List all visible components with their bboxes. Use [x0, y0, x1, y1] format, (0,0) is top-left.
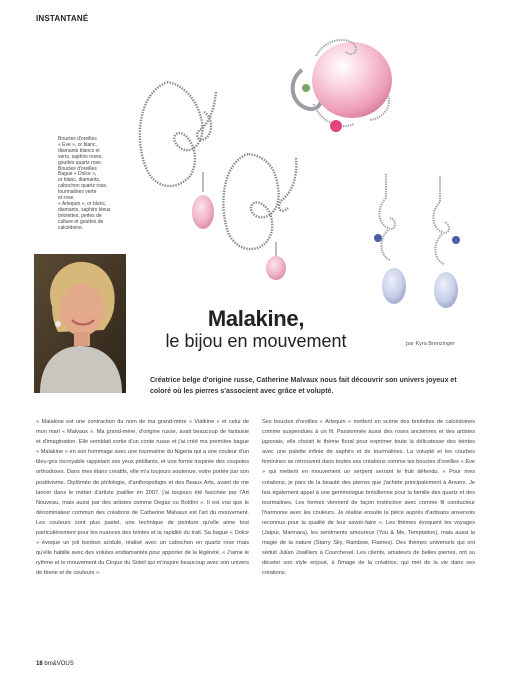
arlequin-right-sapphire — [452, 236, 460, 244]
caption-line: diamants blancs et — [58, 147, 100, 154]
arlequin-left — [379, 174, 395, 260]
title-line-1: Malakine, — [207, 306, 305, 331]
caption-line: or blanc, diamants, — [58, 177, 101, 184]
body-text-right: Ses boucles d'oreilles « Arlequin » mettent en scène des briolettes de calcédoines comme suspendues à un fil. Passionnée aussi des roses anciennes et des artistes japonais, elle choisit le thème floral pour exprimer toute la délicatesse des teintes avec une palette infinie de saphirs et de tourmalines. La volupté et les courbes féminines se retrouvent dans toutes ses créations comme les boucles d'oreilles « Eve » qui mettent en mouvement un serpent serrant le fruit défendu. « Pour mes créations, je pars de la beauté des pierres que j'achète principalement à Anvers. Je fais également appel à une gemmologue brésilienne pour la famille des quartz et des tourmalines. Les formes viennent de façon instinctive avec comme fil conducteur l'harmonie avec les couleurs. Je réalise ensuite la pièce auprès d'artisans anversois reconnus pour la qualité de leur savoir-faire ». Les thèmes évoquent les voyages (Jaipur, Marmara), les sentiments amoureux (You & Me, Temptation), mais aussi la magie de la nature (Starry Sky, Rainbow, Flames). Des thèmes universels qui ont séduit Julian Joailliers à Courchevel. Les clients, amateurs de belles pierres, ont su déceler son style enjoué, à l'image de la créatrice, qui met de la vie dans ses créations. — [262, 419, 475, 577]
arlequin-earrings-image — [364, 168, 474, 318]
caption-line: tourmalines verte — [58, 189, 97, 196]
byline: par Kyra Brenzinger — [406, 341, 455, 347]
designer-portrait — [34, 254, 126, 393]
caption-line: culture et gouttes de — [58, 218, 104, 225]
left-hoop — [140, 82, 216, 186]
magazine-name: bm&VOUS — [44, 661, 74, 667]
caption-line: et rose. — [58, 195, 75, 202]
caption-line: calcédoine. — [58, 224, 84, 231]
caption-line: verts, saphirs roses, — [58, 153, 103, 160]
right-hoop — [223, 154, 296, 249]
caption-line: Boucles d'oreilles — [58, 165, 97, 172]
dolce-ring-image — [284, 30, 402, 140]
body-text-left: « Malakine est une contraction du nom de ma grand-mère « Viatkine » et celui de mon mari « Malvaux ». Ma grand-mère, d'origine russe, avait beaucoup de fantaisie et d'imagination. Elle semblait sortie d'un conte russe et j'ai créé ma première bague « Malakine » en son hommage avec une tourmaline du Nigeria qui a une couleur d'un bleu-gris incroyable rappelant ses yeux pétillants, et une forme inspirée des coupoles orthodoxes. Dans mes élans créatifs, elle m'a toujours soutenue, votre portée par son positivisme. Diplômée de philologie, d'anthropologie et des Beaux Arts, avant de me lancer dans le métier d'artiste joaillier en 2007, j'ai toujours été fascinée par l'Art Nouveau, mais aussi par des artistes comme Degas ou Boldini ». Il est vrai que le dénominateur commun des créations de Catherine Malvaux est l'art du mouvement. Les couleurs sont plus pastel, une technique de peinture qu'elle aime tout particulièrement pour les nuances des teintes et la rapidité du trait. Sa bague « Dolce » évoque un joli bonbon acidulé, réalisé avec un cabochon en quartz rose mais qu'elle habille avec des volutes endiamantés pour apporter de la légèreté. « J'aime le rythme et le mouvement du Cirque du Soleil qui m'inspire beaucoup avec son univers de féerie et de couleurs ». — [36, 419, 249, 577]
jewelry-caption — [58, 137, 130, 232]
page-number: 18 — [36, 661, 43, 667]
caption-line: briolettes, perles de — [58, 212, 102, 219]
left-pink-drop — [192, 195, 214, 229]
caption-line: Bague « Dolce », — [58, 171, 97, 178]
portrait-earring — [55, 321, 61, 327]
ring-green-tourmaline — [302, 84, 310, 92]
ring-cabochon — [312, 42, 392, 118]
intro-paragraph: Créatrice belge d'origine russe, Catherine Malvaux nous fait découvrir son univers joyeux et coloré où les pierres s'associent avec grâce et volupté. — [150, 377, 457, 395]
body-column-left — [36, 417, 249, 579]
arlequin-right-drop — [434, 272, 458, 308]
caption-line: gouttes quartz rose. — [58, 159, 103, 166]
caption-line: « Arlequin », or blanc, — [58, 200, 107, 207]
title-line-2: le bijou en mouvement — [165, 331, 347, 351]
caption-line: Boucles d'oreilles — [58, 136, 97, 142]
section-label: INSTANTANÉ — [36, 14, 89, 23]
eve-earrings-image — [128, 72, 308, 282]
arlequin-left-sapphire — [374, 234, 382, 242]
ring-pink-tourmaline — [330, 120, 342, 132]
body-column-right — [262, 417, 475, 579]
caption-line: cabochon quartz rose, — [58, 183, 108, 190]
page-footer — [36, 661, 74, 667]
right-pink-drop — [266, 256, 286, 280]
article-title — [136, 308, 376, 352]
arlequin-right — [433, 176, 449, 264]
caption-line: diamants, saphirs bleus — [58, 206, 111, 213]
arlequin-left-drop — [382, 268, 406, 304]
caption-line: « Eve », or blanc, — [58, 141, 97, 148]
portrait-face — [60, 284, 104, 336]
